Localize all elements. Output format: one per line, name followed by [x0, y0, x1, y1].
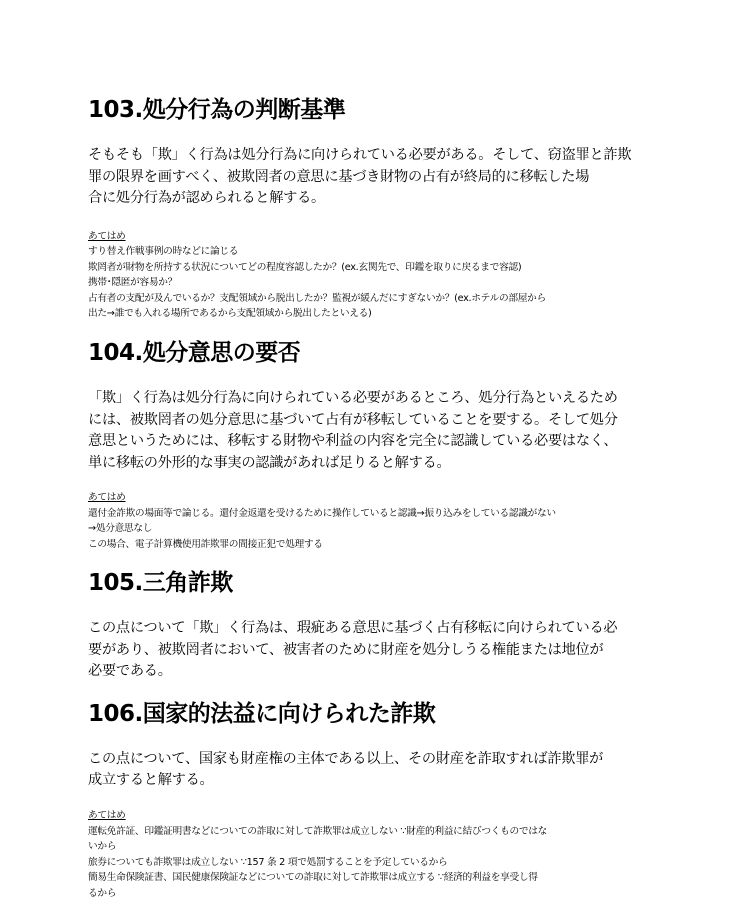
- note-heading: あてはめ: [88, 230, 126, 242]
- note-line: 出た→誰でも入れる場所であるから支配領域から脱出したといえる): [88, 308, 372, 320]
- body-line: には、被欺罔者の処分意思に基づいて占有が移転していることを要する。そして処分: [88, 411, 618, 428]
- section-106: [88, 699, 658, 902]
- note-line: るから: [88, 887, 117, 899]
- note-line: 携帯･隠匿が容易か？: [88, 277, 178, 289]
- section-body: [88, 388, 658, 474]
- section-104: [88, 338, 658, 552]
- note-line: →処分意思なし: [88, 523, 153, 535]
- note-line: この場合、電子計算機使用詐欺罪の間接正犯で処理する: [88, 538, 323, 550]
- note-line: 欺罔者が財物を所持する状況についてどの程度容認したか？(ex.玄関先で、印鑑を取りに戻るまで容認): [88, 261, 522, 273]
- note-line: 運転免許証、印鑑証明書などについての詐取に対して詐欺罪は成立しない ∵財産的利益に結びつくものではな: [88, 825, 548, 837]
- note-heading: あてはめ: [88, 492, 126, 504]
- body-line: この点について「欺」く行為は、瑕疵ある意思に基づく占有移転に向けられている必: [88, 620, 618, 637]
- section-title: 103.処分行為の判断基準: [88, 97, 346, 123]
- note-line: 還付金詐欺の場面等で論じる。還付金返還を受けるために操作していると認識→振り込みをしている認識がない: [88, 507, 556, 519]
- body-line: 必要である。: [88, 663, 172, 680]
- section-105: [88, 568, 658, 683]
- section-title: 105.三角詐欺: [88, 570, 233, 597]
- note-line: いから: [88, 841, 117, 853]
- document-page: [88, 92, 658, 902]
- section-body: [88, 749, 658, 792]
- note-block: [88, 490, 658, 552]
- section-body: [88, 618, 658, 683]
- note-line: 占有者の支配が及んでいるか？支配領域から脱出したか？監視が緩んだにすぎないか？(ex.ホテルの部屋から: [88, 292, 546, 304]
- body-line: 合に処分行為が認められると解する。: [88, 190, 325, 206]
- note-line: 簡易生命保険証書、国民健康保険証などについての詐取に対して詐欺罪は成立する ∵経済的利益を享受し得: [88, 872, 538, 884]
- body-line: この点について、国家も財産権の主体である以上、その財産を詐取すれば詐欺罪が: [88, 750, 604, 767]
- section-103: [88, 95, 658, 322]
- section-title: 104.処分意思の要否: [88, 340, 301, 367]
- body-line: 罪の限界を画すべく、被欺罔者の意思に基づき財物の占有が終局的に移転した場: [88, 168, 590, 185]
- note-line: すり替え作戦事例の時などに論じる: [88, 246, 239, 258]
- note-line: 旅券についても詐欺罪は成立しない ∵157 条 2 項で処罰することを予定しているから: [88, 856, 448, 868]
- note-heading: あてはめ: [88, 809, 126, 821]
- body-line: 成立すると解する。: [88, 772, 214, 789]
- body-line: そもそも「欺」く行為は処分行為に向けられている必要がある。そして、窃盗罪と詐欺: [88, 147, 632, 163]
- note-block: [88, 229, 658, 323]
- note-block: [88, 808, 658, 902]
- body-line: 要があり、被欺罔者において、被害者のために財産を処分しうる権能または地位が: [88, 641, 604, 658]
- body-line: 単に移転の外形的な事実の認識があれば足りると解する。: [88, 454, 451, 471]
- body-line: 意思というためには、移転する財物や利益の内容を完全に認識している必要はなく、: [88, 433, 618, 450]
- body-line: 「欺」く行為は処分行為に向けられている必要があるところ、処分行為といえるため: [88, 390, 618, 407]
- section-body: [88, 145, 658, 210]
- section-title: 106.国家的法益に向けられた詐欺: [88, 700, 436, 727]
